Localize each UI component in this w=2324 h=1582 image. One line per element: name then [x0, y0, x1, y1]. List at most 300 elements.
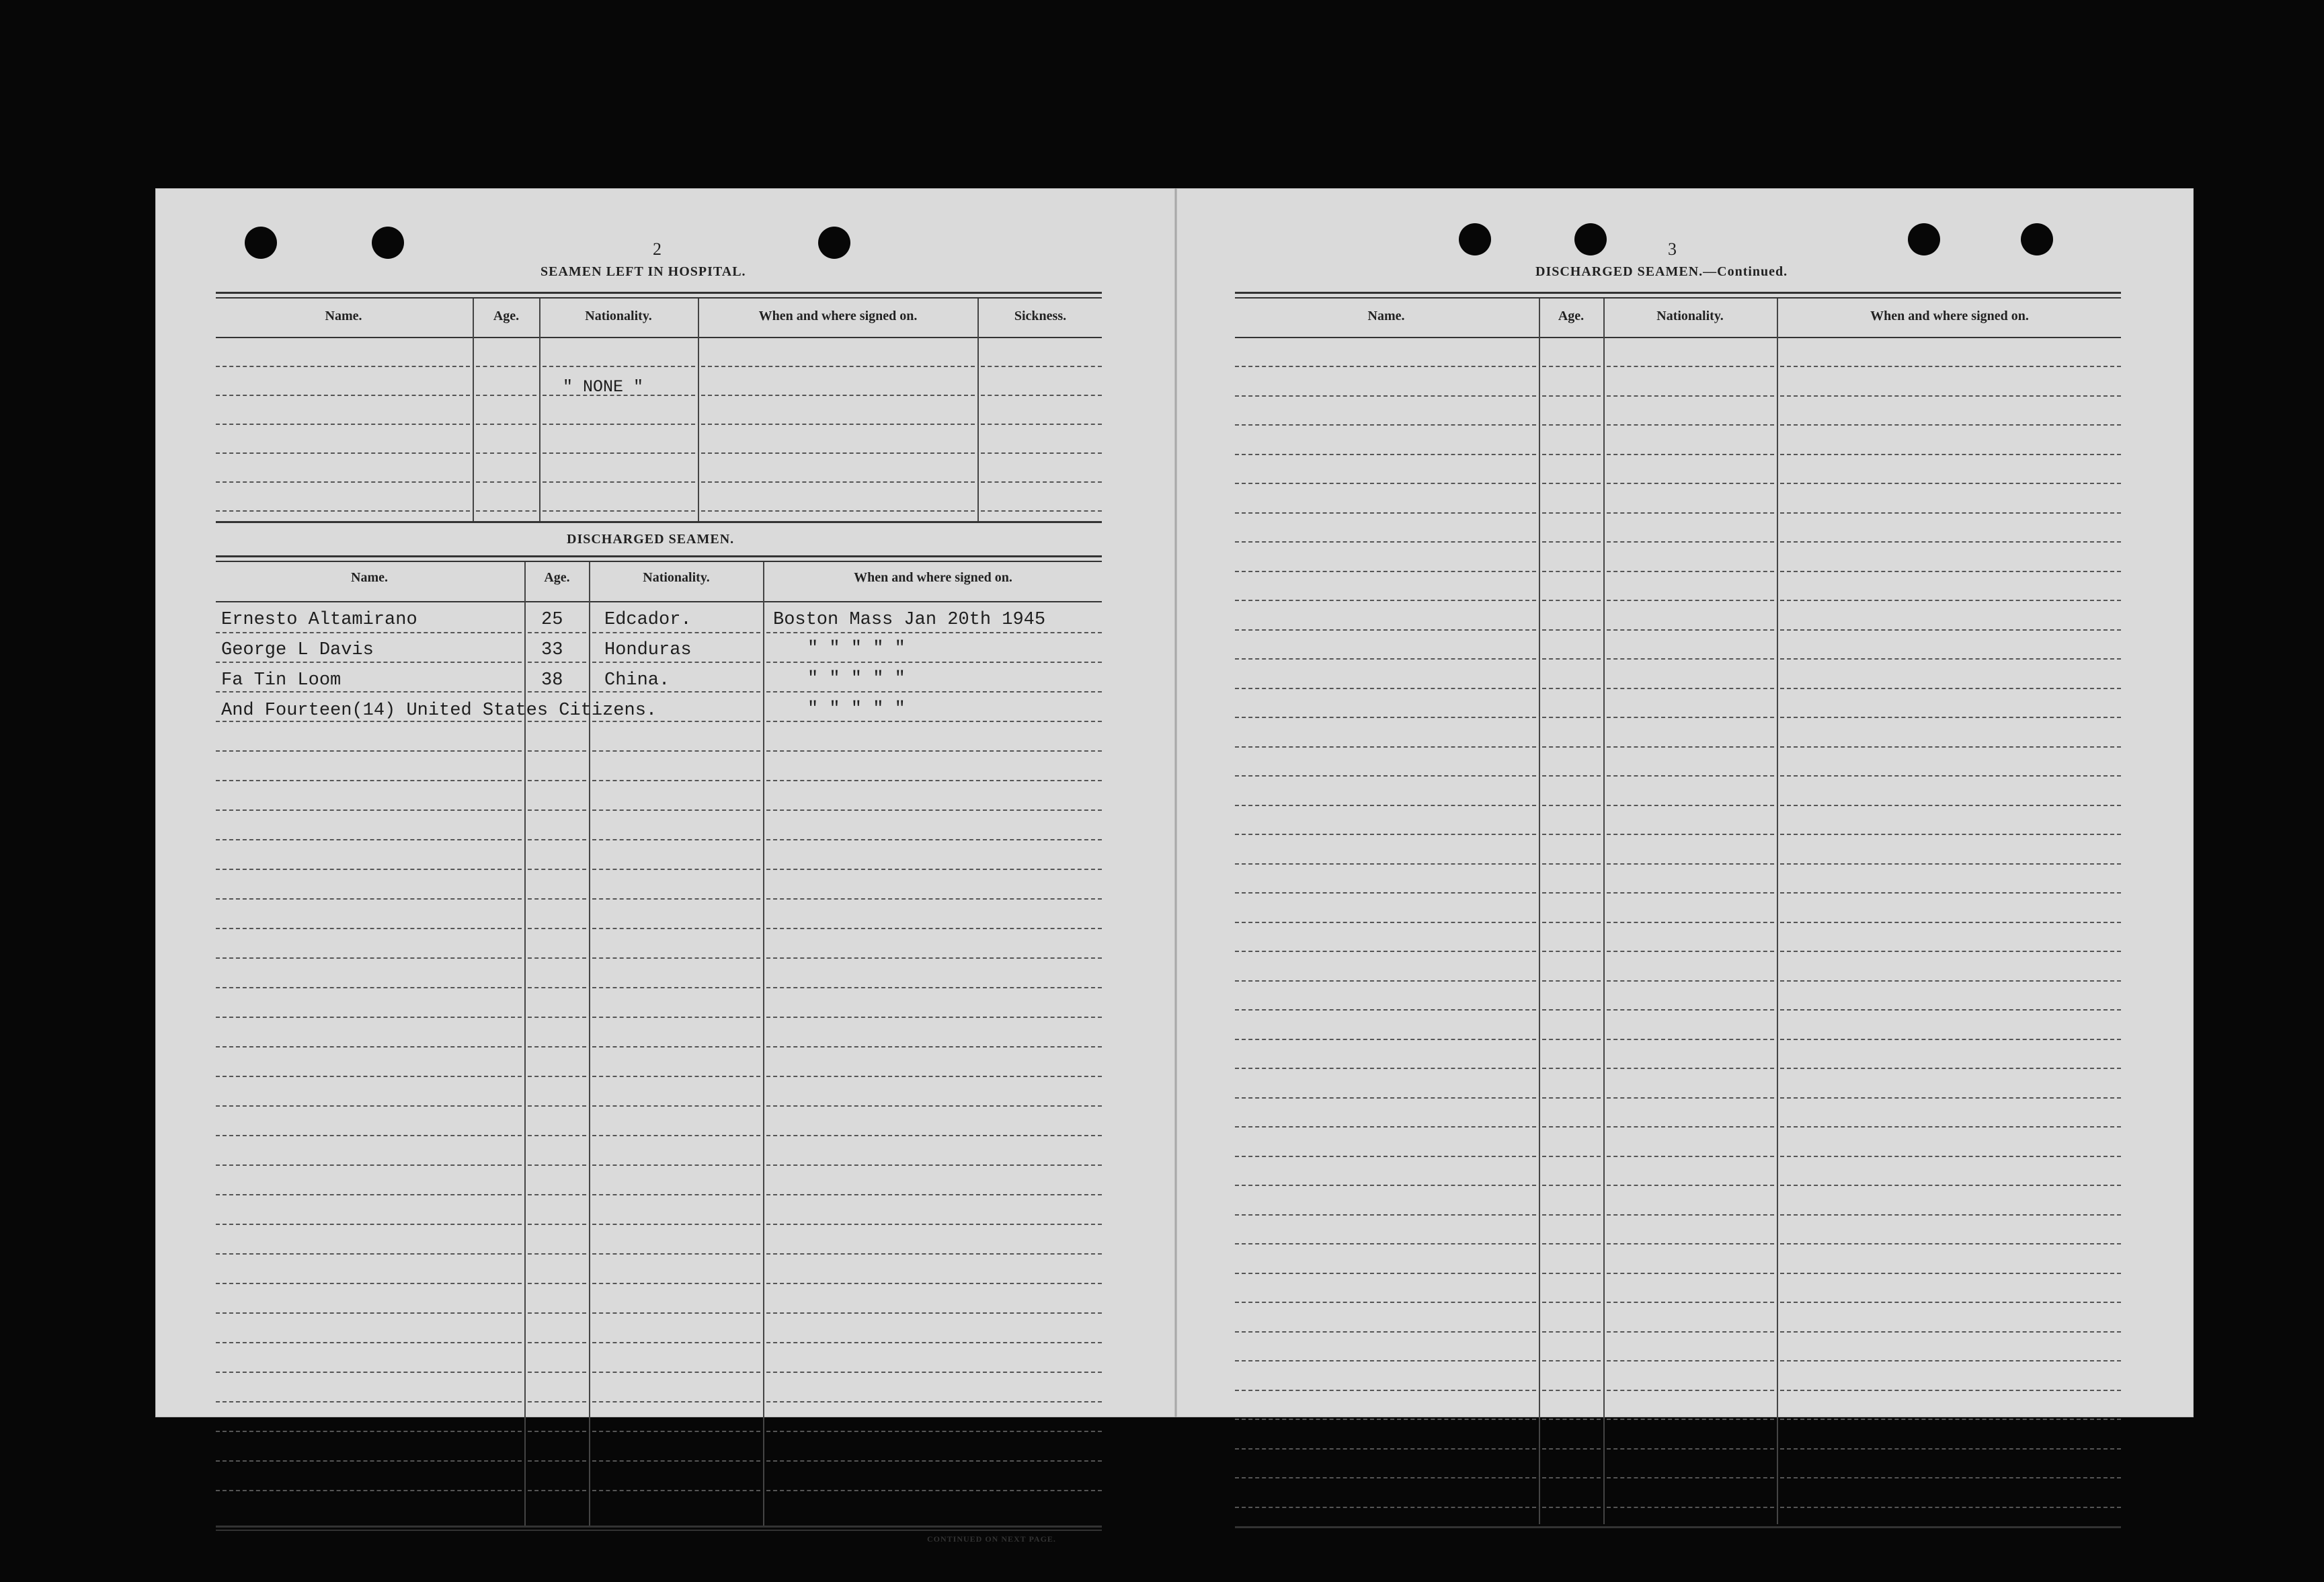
ruled-line	[766, 1253, 1102, 1255]
ruled-line	[1780, 922, 2121, 923]
column-divider	[698, 299, 699, 521]
ruled-line	[543, 481, 695, 483]
ruled-line	[1235, 512, 1536, 514]
ruled-line	[701, 481, 975, 483]
ruled-line	[766, 839, 1102, 840]
ruled-line	[1235, 980, 1536, 982]
column-divider	[977, 299, 979, 521]
ruled-line	[216, 987, 522, 988]
ruled-line	[1542, 1273, 1601, 1274]
discharged-section-caption: DISCHARGED SEAMEN.	[567, 532, 735, 547]
ruled-line	[528, 1076, 586, 1077]
ruled-line	[528, 987, 586, 988]
table-rule	[1235, 1526, 2121, 1528]
ruled-line	[216, 1312, 522, 1314]
column-header-nationality: Nationality.	[1656, 309, 1724, 323]
ruled-line	[1542, 1068, 1601, 1069]
ruled-line	[766, 691, 1102, 693]
ruled-line	[1235, 424, 1536, 426]
ruled-line	[592, 691, 760, 693]
ruled-line	[216, 1135, 522, 1136]
seaman-nationality: Honduras	[604, 640, 692, 660]
ruled-line	[528, 1342, 586, 1343]
ruled-line	[592, 1342, 760, 1343]
ruled-line	[1235, 1156, 1536, 1157]
ruled-line	[1780, 1419, 2121, 1420]
ruled-line	[1235, 775, 1536, 777]
ruled-line	[1607, 1302, 1774, 1303]
ruled-line	[1780, 366, 2121, 367]
ruled-line	[528, 898, 586, 900]
ruled-line	[216, 366, 470, 367]
ruled-line	[1607, 395, 1774, 397]
ruled-line	[1607, 1009, 1774, 1011]
ruled-line	[216, 481, 470, 483]
ruled-line	[1780, 600, 2121, 601]
table-rule	[1235, 292, 2121, 294]
punch-hole	[372, 227, 404, 259]
column-header-nationality: Nationality.	[585, 309, 652, 323]
column-header-age: Age.	[493, 309, 520, 323]
ruled-line	[766, 809, 1102, 811]
ruled-line	[1542, 717, 1601, 718]
ruled-line	[1607, 541, 1774, 543]
ruled-line	[1235, 600, 1536, 601]
ruled-line	[1780, 395, 2121, 397]
ruled-line	[1607, 658, 1774, 660]
ruled-line	[1780, 1156, 2121, 1157]
punch-hole	[2021, 223, 2053, 255]
ruled-line	[528, 1105, 586, 1107]
ruled-line	[528, 750, 586, 752]
ruled-line	[766, 1431, 1102, 1432]
ruled-line	[1780, 980, 2121, 982]
ruled-line	[1607, 1419, 1774, 1420]
ruled-line	[528, 780, 586, 781]
ruled-line	[766, 987, 1102, 988]
ruled-line	[1235, 1214, 1536, 1216]
ruled-line	[216, 1076, 522, 1077]
ruled-line	[216, 1164, 522, 1166]
ruled-line	[766, 869, 1102, 870]
ruled-line	[216, 750, 522, 752]
ruled-line	[1607, 1477, 1774, 1478]
ruled-line	[1607, 366, 1774, 367]
ruled-line	[592, 1312, 760, 1314]
ruled-line	[543, 424, 695, 425]
seaman-nationality: China.	[604, 670, 670, 690]
ruled-line	[528, 1253, 586, 1255]
ruled-line	[1607, 1507, 1774, 1508]
ruled-line	[1607, 1243, 1774, 1244]
ruled-line	[216, 1194, 522, 1195]
ruled-line	[592, 721, 760, 722]
ruled-line	[1542, 1477, 1601, 1478]
ruled-line	[1780, 1243, 2121, 1244]
ruled-line	[216, 1490, 522, 1491]
ruled-line	[592, 1076, 760, 1077]
ruled-line	[216, 928, 522, 929]
ruled-line	[528, 1401, 586, 1402]
ruled-line	[1235, 1126, 1536, 1128]
ruled-line	[766, 1312, 1102, 1314]
ruled-line	[1780, 483, 2121, 484]
ruled-line	[1780, 1273, 2121, 1274]
seaman-name: Fa Tin Loom	[221, 670, 342, 690]
ruled-line	[1607, 717, 1774, 718]
ruled-line	[701, 366, 975, 367]
ruled-line	[1542, 1507, 1601, 1508]
ruled-line	[476, 510, 536, 512]
ruled-line	[981, 481, 1102, 483]
ruled-line	[1780, 512, 2121, 514]
ruled-line	[1542, 1214, 1601, 1216]
column-header-sickness: Sickness.	[1014, 309, 1067, 323]
ruled-line	[592, 1372, 760, 1373]
table-rule	[216, 521, 1102, 523]
ruled-line	[1780, 424, 2121, 426]
ruled-line	[1607, 922, 1774, 923]
ruled-line	[766, 1017, 1102, 1018]
ruled-line	[1780, 1331, 2121, 1333]
ruled-line	[528, 1490, 586, 1491]
ruled-line	[1780, 1068, 2121, 1069]
ruled-line	[528, 957, 586, 959]
seaman-signed-on: " " " " "	[807, 639, 906, 659]
ruled-line	[1542, 1009, 1601, 1011]
ruled-line	[766, 632, 1102, 633]
ruled-line	[1780, 863, 2121, 865]
column-divider	[1539, 299, 1540, 1524]
ruled-line	[216, 809, 522, 811]
ruled-line	[1542, 1448, 1601, 1450]
column-header-name: Name.	[325, 309, 362, 323]
ruled-line	[592, 839, 760, 840]
ruled-line	[1235, 1039, 1536, 1040]
ruled-line	[766, 750, 1102, 752]
ruled-line	[1542, 366, 1601, 367]
table-rule	[216, 1530, 1102, 1531]
seaman-signed-on: Boston Mass Jan 20th 1945	[773, 610, 1046, 630]
ruled-line	[1542, 1156, 1601, 1157]
page-number: 3	[1668, 239, 1677, 259]
ruled-line	[528, 1283, 586, 1284]
ruled-line	[592, 1253, 760, 1255]
ruled-line	[1607, 775, 1774, 777]
punch-hole	[245, 227, 277, 259]
ruled-line	[528, 691, 586, 693]
ruled-line	[1607, 980, 1774, 982]
ruled-line	[1780, 1097, 2121, 1099]
ruled-line	[1235, 629, 1536, 631]
column-divider	[1603, 299, 1605, 1524]
ruled-line	[1235, 571, 1536, 572]
ruled-line	[528, 1135, 586, 1136]
ruled-line	[1235, 717, 1536, 718]
ruled-line	[1607, 805, 1774, 806]
ruled-line	[592, 1194, 760, 1195]
ruled-line	[766, 1460, 1102, 1462]
ruled-line	[1607, 571, 1774, 572]
ruled-line	[1780, 1390, 2121, 1391]
ruled-line	[766, 1401, 1102, 1402]
ruled-line	[216, 424, 470, 425]
ruled-line	[1542, 1039, 1601, 1040]
ruled-line	[216, 662, 522, 663]
ruled-line	[1235, 951, 1536, 952]
ruled-line	[592, 1017, 760, 1018]
ruled-line	[1607, 746, 1774, 748]
ruled-line	[528, 1194, 586, 1195]
ruled-line	[528, 1372, 586, 1373]
ruled-line	[528, 869, 586, 870]
ruled-line	[1542, 571, 1601, 572]
left-page	[155, 188, 1175, 1544]
ruled-line	[1235, 1360, 1536, 1361]
ruled-line	[216, 1283, 522, 1284]
ruled-line	[1235, 454, 1536, 455]
header-underline	[216, 601, 1102, 602]
ruled-line	[1235, 1419, 1536, 1420]
ruled-line	[766, 898, 1102, 900]
ruled-line	[1542, 1243, 1601, 1244]
ruled-line	[701, 395, 975, 396]
ruled-line	[1235, 746, 1536, 748]
ruled-line	[528, 662, 586, 663]
ruled-line	[1780, 1507, 2121, 1508]
ruled-line	[1235, 1185, 1536, 1186]
ruled-line	[1542, 951, 1601, 952]
ruled-line	[592, 1283, 760, 1284]
ruled-line	[1780, 1448, 2121, 1450]
ruled-line	[1780, 1302, 2121, 1303]
right-page	[1175, 188, 2194, 1417]
ruled-line	[1235, 483, 1536, 484]
column-header-signed-on: When and where signed on.	[1870, 309, 2029, 323]
ruled-line	[1235, 922, 1536, 923]
ruled-line	[592, 780, 760, 781]
ruled-line	[1607, 1156, 1774, 1157]
ruled-line	[1542, 483, 1601, 484]
ruled-line	[981, 395, 1102, 396]
ruled-line	[766, 1105, 1102, 1107]
ruled-line	[1542, 834, 1601, 835]
column-divider	[473, 299, 474, 521]
ruled-line	[1542, 658, 1601, 660]
ruled-line	[1780, 629, 2121, 631]
ruled-line	[1607, 1126, 1774, 1128]
ruled-line	[1235, 805, 1536, 806]
ruled-line	[592, 1135, 760, 1136]
ruled-line	[1780, 1214, 2121, 1216]
column-divider	[1777, 299, 1778, 1524]
ruled-line	[766, 780, 1102, 781]
ruled-line	[592, 632, 760, 633]
ruled-line	[476, 366, 536, 367]
ruled-line	[592, 750, 760, 752]
ruled-line	[1780, 892, 2121, 894]
ruled-line	[476, 452, 536, 454]
ruled-line	[592, 1490, 760, 1491]
ruled-line	[543, 510, 695, 512]
ruled-line	[1780, 1360, 2121, 1361]
ruled-line	[1542, 1302, 1601, 1303]
ruled-line	[766, 957, 1102, 959]
ruled-line	[1235, 1097, 1536, 1099]
ruled-line	[1780, 775, 2121, 777]
ruled-line	[216, 839, 522, 840]
ruled-line	[592, 1431, 760, 1432]
ruled-line	[701, 452, 975, 454]
ruled-line	[1780, 1009, 2121, 1011]
ruled-line	[216, 898, 522, 900]
ruled-line	[216, 510, 470, 512]
ruled-line	[1780, 717, 2121, 718]
ruled-line	[1780, 658, 2121, 660]
discharged-continued-caption: DISCHARGED SEAMEN.—Continued.	[1535, 264, 1788, 279]
ruled-line	[1607, 629, 1774, 631]
hospital-entry: " NONE "	[563, 377, 644, 397]
ruled-line	[592, 957, 760, 959]
header-underline	[216, 337, 1102, 338]
citizens-note: And Fourteen(14) United States Citizens.	[221, 701, 657, 721]
ruled-line	[1607, 834, 1774, 835]
ruled-line	[592, 928, 760, 929]
ruled-line	[528, 1224, 586, 1225]
column-header-age: Age.	[544, 570, 570, 585]
ruled-line	[1542, 1185, 1601, 1186]
seaman-name: Ernesto Altamirano	[221, 610, 417, 630]
ruled-line	[1607, 1185, 1774, 1186]
ruled-line	[1542, 541, 1601, 543]
ruled-line	[1235, 892, 1536, 894]
column-header-signed-on: When and where signed on.	[854, 570, 1012, 585]
ruled-line	[1235, 863, 1536, 865]
ruled-line	[1235, 395, 1536, 397]
ruled-line	[1235, 1302, 1536, 1303]
ruled-line	[592, 662, 760, 663]
ruled-line	[1780, 951, 2121, 952]
ruled-line	[1542, 805, 1601, 806]
seaman-signed-on: " " " " "	[807, 699, 906, 719]
ruled-line	[1607, 483, 1774, 484]
ruled-line	[981, 510, 1102, 512]
punch-hole	[1459, 223, 1491, 255]
ruled-line	[1780, 571, 2121, 572]
seaman-age: 25	[541, 610, 563, 630]
column-divider	[539, 299, 540, 521]
ruled-line	[766, 1342, 1102, 1343]
ruled-line	[1542, 512, 1601, 514]
ruled-line	[1542, 922, 1601, 923]
ruled-line	[592, 1164, 760, 1166]
ruled-line	[1235, 688, 1536, 689]
ruled-line	[1607, 1448, 1774, 1450]
ruled-line	[1780, 1185, 2121, 1186]
ruled-line	[1235, 658, 1536, 660]
ruled-line	[981, 366, 1102, 367]
header-underline	[1235, 337, 2121, 338]
ruled-line	[766, 1046, 1102, 1047]
ruled-line	[1607, 512, 1774, 514]
ruled-line	[1542, 688, 1601, 689]
ruled-line	[528, 1460, 586, 1462]
ruled-line	[528, 1017, 586, 1018]
ruled-line	[1607, 454, 1774, 455]
ruled-line	[1235, 1331, 1536, 1333]
ruled-line	[1542, 424, 1601, 426]
ruled-line	[1542, 863, 1601, 865]
seaman-signed-on: " " " " "	[807, 669, 906, 689]
ruled-line	[543, 366, 695, 367]
ruled-line	[1780, 688, 2121, 689]
ruled-line	[1235, 834, 1536, 835]
ruled-line	[592, 869, 760, 870]
ruled-line	[1542, 1360, 1601, 1361]
ruled-line	[216, 452, 470, 454]
ruled-line	[766, 1164, 1102, 1166]
ruled-line	[1780, 746, 2121, 748]
ruled-line	[216, 1253, 522, 1255]
ruled-line	[1235, 541, 1536, 543]
ruled-line	[216, 957, 522, 959]
ruled-line	[528, 928, 586, 929]
ruled-line	[216, 1105, 522, 1107]
ruled-line	[216, 1046, 522, 1047]
ruled-line	[766, 1224, 1102, 1225]
ruled-line	[1235, 366, 1536, 367]
ruled-line	[1235, 1448, 1536, 1450]
punch-hole	[1908, 223, 1940, 255]
ruled-line	[1235, 1507, 1536, 1508]
ruled-line	[216, 1372, 522, 1373]
ruled-line	[543, 452, 695, 454]
column-header-signed-on: When and where signed on.	[758, 309, 918, 323]
punch-hole	[1574, 223, 1607, 255]
table-rule	[216, 555, 1102, 557]
ruled-line	[701, 510, 975, 512]
column-divider	[763, 562, 764, 1526]
ruled-line	[1607, 1331, 1774, 1333]
ruled-line	[1542, 1419, 1601, 1420]
ruled-line	[1607, 951, 1774, 952]
ruled-line	[528, 1312, 586, 1314]
ruled-line	[1780, 1477, 2121, 1478]
ruled-line	[1780, 541, 2121, 543]
ruled-line	[1607, 600, 1774, 601]
table-rule	[1235, 297, 2121, 299]
ruled-line	[1542, 892, 1601, 894]
ruled-line	[1542, 1126, 1601, 1128]
ruled-line	[592, 1401, 760, 1402]
ruled-line	[1542, 1390, 1601, 1391]
ruled-line	[1607, 892, 1774, 894]
ruled-line	[1780, 834, 2121, 835]
ruled-line	[766, 928, 1102, 929]
ruled-line	[216, 780, 522, 781]
ruled-line	[766, 1076, 1102, 1077]
column-header-name: Name.	[351, 570, 388, 585]
hospital-section-caption: SEAMEN LEFT IN HOSPITAL.	[540, 264, 746, 279]
ruled-line	[528, 721, 586, 722]
ruled-line	[701, 424, 975, 425]
punch-hole	[818, 227, 850, 259]
ruled-line	[981, 452, 1102, 454]
ruled-line	[1607, 1360, 1774, 1361]
ruled-line	[1542, 775, 1601, 777]
ruled-line	[592, 809, 760, 811]
ruled-line	[1235, 1009, 1536, 1011]
